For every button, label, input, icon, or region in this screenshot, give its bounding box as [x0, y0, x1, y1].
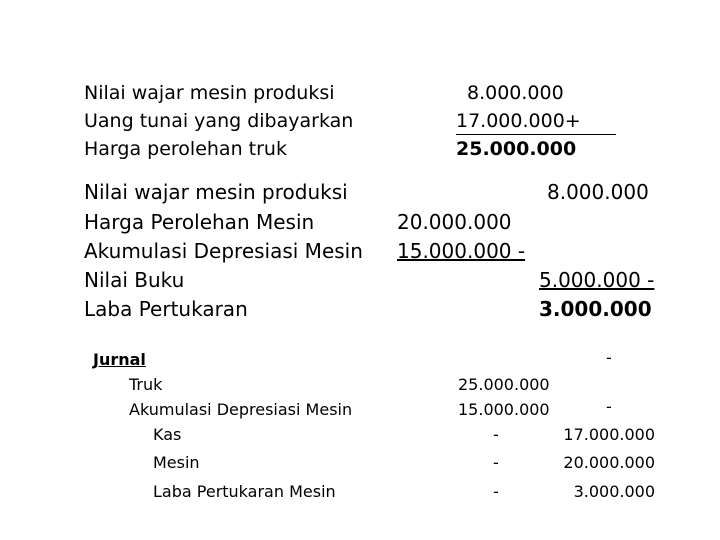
value-truck-cost: 25.000.000 — [456, 138, 577, 160]
value-book-value: 5.000.000 - — [539, 268, 655, 292]
label-cash-paid: Uang tunai yang dibayarkan — [84, 110, 354, 132]
label-accumulated-depreciation: Akumulasi Depresiasi Mesin — [84, 239, 363, 263]
value-fair-value-machine: 8.000.000 — [467, 82, 564, 104]
journal-account-truck: Truk — [129, 375, 163, 394]
label-exchange-gain: Laba Pertukaran — [84, 297, 248, 321]
label-machine-cost: Harga Perolehan Mesin — [84, 210, 315, 234]
journal-debit-cash: - — [493, 425, 499, 444]
value-cash-paid: 17.000.000+ — [456, 110, 581, 132]
journal-account-gain: Laba Pertukaran Mesin — [153, 482, 336, 501]
sum-line — [456, 134, 616, 135]
journal-credit-machine: 20.000.000 — [563, 453, 655, 472]
journal-top-dash: - — [606, 348, 612, 367]
journal-debit-gain: - — [493, 482, 499, 501]
value-exchange-gain: 3.000.000 — [539, 297, 652, 321]
journal-credit-gain: 3.000.000 — [573, 482, 655, 501]
value-machine-cost: 20.000.000 — [397, 210, 512, 234]
journal-debit-machine: - — [493, 453, 499, 472]
journal-account-accumulated-depreciation: Akumulasi Depresiasi Mesin — [129, 400, 353, 419]
journal-debit-accumulated-depreciation: 15.000.000 — [458, 400, 550, 419]
journal-credit-accumulated-depreciation: - — [606, 397, 612, 416]
label-truck-cost: Harga perolehan truk — [84, 138, 287, 160]
label-fair-value-machine-2: Nilai wajar mesin produksi — [84, 180, 348, 204]
journal-credit-cash: 17.000.000 — [563, 425, 655, 444]
label-book-value: Nilai Buku — [84, 268, 185, 292]
journal-debit-truck: 25.000.000 — [458, 375, 550, 394]
value-fair-value-machine-2: 8.000.000 — [547, 180, 649, 204]
journal-title: Jurnal — [93, 350, 146, 369]
journal-account-machine: Mesin — [153, 453, 200, 472]
journal-account-cash: Kas — [153, 425, 182, 444]
value-accumulated-depreciation: 15.000.000 - — [397, 239, 526, 263]
label-fair-value-machine: Nilai wajar mesin produksi — [84, 82, 335, 104]
